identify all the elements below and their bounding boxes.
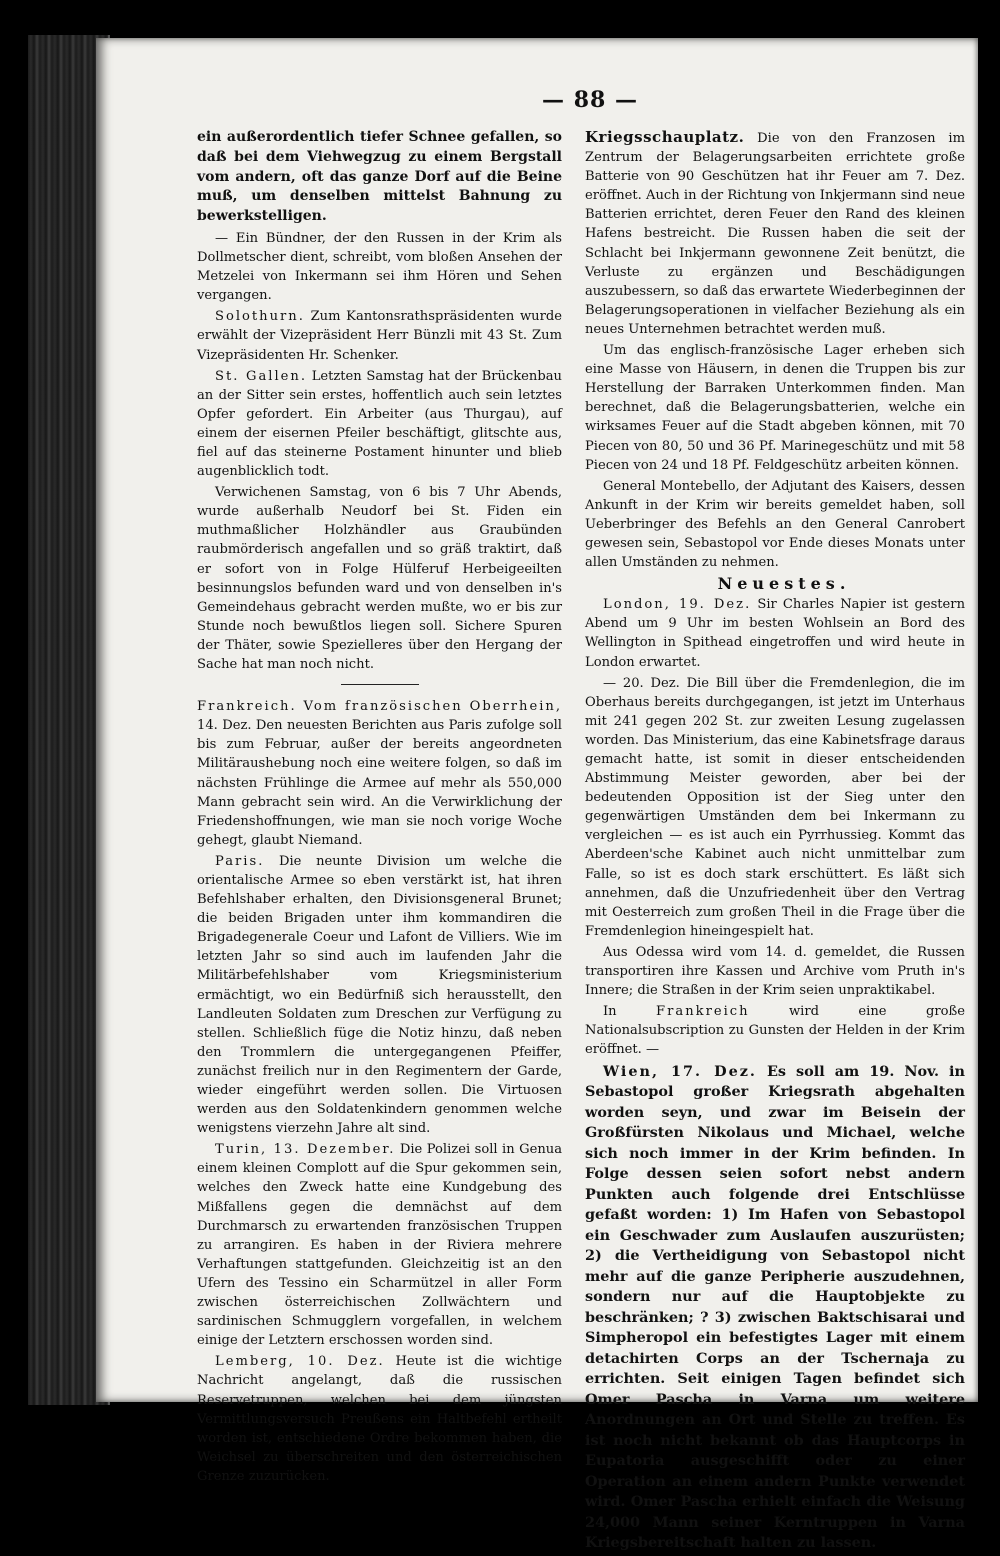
- article-paragraph: [197, 852, 562, 1138]
- article-paragraph: — Ein Bündner, der den Russen in der Krim als Dollmetscher dient, schreibt, vom bloßen Ansehen der Metzelei von Inkermann sei ihm Hören und Sehen vergangen.: [197, 230, 562, 304]
- article-paragraph: [585, 1062, 965, 1554]
- dateline-place: Turin, 13. Dezember.: [215, 1142, 396, 1158]
- article-paragraph: ein außerordentlich tiefer Schnee gefallen, so daß bei dem Viehwegzug zu einem Bergstall vom andern, oft das ganze Dorf auf die Beine muß, um denselben mittelst Bahnung zu bewerkstelligen.: [197, 129, 562, 225]
- article-text: wird eine große Nationalsubscription zu Gunsten der Helden in der Krim eröffnet. —: [585, 1004, 965, 1058]
- dateline-place: Frankreich. Vom französischen Oberrhein,: [197, 699, 562, 715]
- dateline-place: Paris.: [215, 853, 265, 869]
- section-heading: Kriegsschauplatz.: [585, 128, 745, 146]
- article-paragraph: Verwichenen Samstag, von 6 bis 7 Uhr Abends, wurde außerhalb Neudorf bei St. Fiden ein muthmaßlicher Holzhändler aus Graubünden raubmörderisch angefallen und so gräß traktirt, daß er sofort von in Folge Hülferuf Herbeigeeilten besinnungslos befunden ward und von denselben in's Gemeindehaus gebracht werden mußte, wo er bis zur Stunde noch bewußtlos liegen soll. Sichere Spuren der Thäter, sowie Spezielleres über den Hergang der Sache hat man noch nicht.: [197, 485, 562, 673]
- dateline-place: Wien, 17. Dez.: [603, 1062, 757, 1080]
- article-text: Die Polizei soll in Genua einem kleinen Complott auf die Spur gekommen sein, welches den Zweck hatte eine Kundgebung des Mißfallens gegen die demnächst auf dem Durchmarsch zu erwartenden französischen Truppen zu arrangiren. Es haben in der Riviera mehrere Verhaftungen stattgefunden. Gleichzeitig ist an den Ufern des Tessino ein Scharmützel in aller Form zwischen österreichischen Zollwächtern und sardinischen Schmugglern vorgefallen, in welchem einige der Letztern erschossen worden sind.: [197, 1142, 562, 1349]
- article-text: Sir Charles Napier ist gestern Abend um 9 Uhr im besten Wohlsein an Bord des Wellington in Spithead eingetroffen und wird heute in London erwartet.: [585, 597, 965, 670]
- article-paragraph: [197, 307, 562, 364]
- article-paragraph: [585, 128, 965, 339]
- article-text: Heute ist die wichtige Nachricht angelangt, daß die russischen Reservetruppen, welchen bei dem jüngsten Vermittlungsversuch Preußens ein Haltbefehl ertheilt worden ist, entschiedene Ordre bekommen haben, die Weichsel zu überschreiten und den österreichischen Grenze zuzurücken.: [197, 1354, 562, 1484]
- article-paragraph: Aus Odessa wird vom 14. d. gemeldet, die Russen transportiren ihre Kassen und Archive vom Pruth in's Innere; die Straßen in der Krim seien unpraktikabel.: [585, 944, 965, 999]
- article-text: In: [603, 1004, 617, 1020]
- article-paragraph: — 20. Dez. Die Bill über die Fremdenlegion, die im Oberhaus bereits durchgegangen, ist jetzt im Unterhaus mit 241 gegen 202 St. zur zweiten Lesung zugelassen worden. Das Ministerium, das eine Kabinetsfrage daraus gemacht hatte, ist somit in dieser entscheidenden Abstimmung Meister geworden, aber bei der bedeutenden Opposition ist der Sieg unter den gegenwärtigen Umständen dem bei Inkermann zu vergleichen — es ist auch ein Pyrrhussieg. Kommt das Aberdeen'sche Kabinet auch nicht unmittelbar zum Falle, so ist es doch stark erschüttert. Es läßt sich annehmen, daß die Unzufriedenheit über den Vertrag mit Oesterreich zum großen Theil in die Frage über die Fremdenlegion hineingespielt hat.: [585, 675, 965, 939]
- dateline-place: St. Gallen.: [215, 368, 308, 384]
- dateline-place: London, 19. Dez.: [603, 597, 752, 613]
- article-paragraph: [585, 1002, 965, 1059]
- article-paragraph: [585, 595, 965, 671]
- article-paragraph: [197, 367, 562, 482]
- article-paragraph: General Montebello, der Adjutant des Kaisers, dessen Ankunft in der Krim wir bereits gemeldet haben, soll Ueberbringer des Befehls an den General Canrobert gewesen sein, Sebastopol vor Ende dieses Monats unter allen Umständen zu nehmen.: [585, 478, 965, 571]
- page-number: — 88 —: [542, 87, 638, 113]
- dateline-place: Frankreich: [656, 1004, 750, 1020]
- article-text: Zum Kantonsrathspräsidenten wurde erwählt der Vizepräsident Herr Bünzli mit 43 St. Zum Vizepräsidenten Hr. Schenker.: [197, 309, 562, 363]
- article-text: Die neunte Division um welche die orientalische Armee so eben verstärkt ist, hat ihren Befehlshaber erhalten, den Divisionsgeneral Brunet; die beiden Brigaden unter ihm kommandiren die Brigadegenerale Coeur und Lafont de Villiers. Wie im letzten Jahr so sind auch im laufenden Jahr die Militärbefehlshaber vom Kriegsministerium ermächtigt, wo ein Bedürfniß sich herausstellt, den Landleuten Soldaten zum Dreschen zur Verfügung zu stellen. Schließlich füge die Notiz hinzu, daß neben den Trommlern die untergegangenen Pfeiffer, zunächst freilich nur in den Regimentern der Garde, wieder eingeführt werden sollen. Die Virtuosen werden aus den Soldatenkindern genommen welche wenigstens vierzehn Jahre alt sind.: [197, 853, 562, 1137]
- article-paragraph: Um das englisch-französische Lager erheben sich eine Masse von Häusern, in denen die Truppen bis zur Herstellung der Barraken Unterkommen finden. Man berechnet, daß die Belagerungsbatterien, welche ein wirksames Feuer auf die Stadt abgeben können, mit 70 Piecen von 80, 50 und 36 Pf. Marinegeschütz und mit 58 Piecen von 24 und 18 Pf. Feldgeschütz arbeiten können.: [585, 343, 965, 473]
- dateline-place: Lemberg, 10. Dez.: [215, 1354, 385, 1370]
- article-paragraph: [197, 1140, 562, 1350]
- article-paragraph: [197, 697, 562, 850]
- section-divider: [341, 684, 419, 685]
- section-title: Neuestes.: [717, 574, 851, 594]
- article-text: Die von den Franzosen im Zentrum der Belagerungsarbeiten errichtete große Batterie von 90 Geschützen hat ihr Feuer am 7. Dez. eröffnet. Auch in der Richtung von Inkjermann sind neue Batterien errichtet, deren Feuer den Rand des kleinen Hafens bestreicht. Die Russen haben die seit der Schlacht bei Inkjermann gewonnene Zeit benützt, die Verluste zu ergänzen und Beschädigungen auszubessern, so daß das erwartete Wiederbeginnen der Belagerungsoperationen in vielfacher Beziehung als ein neues Unternehmen betrachtet werden muß.: [585, 131, 965, 337]
- article-text: Es soll am 19. Nov. in Sebastopol großer Kriegsrath abgehalten worden seyn, und zwar im Beisein der Großfürsten Nikolaus und Michael, welche sich noch immer in der Krim befinden. In Folge dessen seien sofort nebst andern Punkten auch folgende drei Entschlüsse gefaßt worden: 1) Im Hafen von Sebastopol ein Geschwader zum Auslaufen auszurüsten; 2) die Vertheidigung von Sebastopol nicht mehr auf die ganze Peripherie auszudehnen, sondern nur auf die Hauptobjekte zu beschränken; ? 3) zwischen Baktschisarai und Simpheropol ein befestigtes Lager mit einem detachirten Corps an der Tschernaja zu errichten. Seit einigen Tagen befindet sich Omer Pascha in Varna um weitere Anordnungen an Ort und Stelle zu treffen. Es ist noch nicht bekannt ob das Hauptcorps in Eupatoria ausgeschifft oder zu einer Operation an einem andern Punkte verwendet wird. Omer Pascha erhielt einfach die Weisung 24,000 Mann seiner Kerntruppen in Varna Kriegsbereitschaft halten zu lassen.: [585, 1062, 965, 1551]
- article-text: Letzten Samstag hat der Brückenbau an der Sitter sein erstes, hoffentlich auch sein letztes Opfer gefordert. Ein Arbeiter (aus Thurgau), auf einem der eisernen Pfeiler beschäftigt, glitschte aus, fiel auf das steinerne Postament hinunter und blieb augenblicklich todt.: [197, 368, 562, 480]
- article-text: 14. Dez. Den neuesten Berichten aus Paris zufolge soll bis zum Februar, außer der bereits angeordneten Militäraushebung noch eine weitere folgen, so daß im nächsten Frühlinge die Armee auf mehr als 550,000 Mann gebracht sein wird. An die Verwirklichung der Friedenshoffnungen, wie man sie noch vorige Woche gehegt, glaubt Niemand.: [197, 718, 562, 848]
- right-column: [585, 128, 965, 1556]
- article-paragraph: [197, 1352, 562, 1486]
- left-column: [197, 128, 562, 1488]
- dateline-place: Solothurn.: [215, 309, 305, 325]
